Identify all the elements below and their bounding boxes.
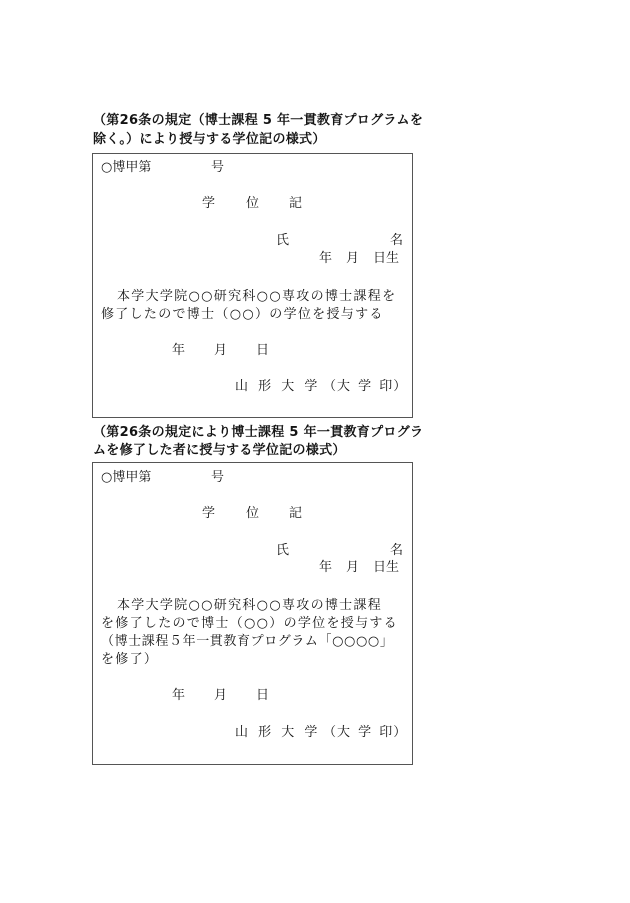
certificate-number-prefix: ○博甲第	[101, 470, 152, 485]
certificate-title-char: 位	[246, 196, 260, 211]
certificate-title-char: 学	[202, 196, 216, 211]
certificate-title-char: 記	[289, 196, 303, 211]
issuer-name: 山 形 大 学	[235, 725, 320, 740]
birth-year-label: 年	[319, 560, 333, 575]
birth-month-label: 月	[346, 251, 360, 266]
section-1-heading-line-1: （第26条の規定（博士課程 5 年一貫教育プログラムを	[93, 113, 424, 128]
certificate-box-1	[92, 153, 413, 418]
birth-day-label: 日生	[373, 560, 400, 575]
birth-year-label: 年	[319, 251, 333, 266]
certificate-title-char: 位	[246, 506, 260, 521]
birth-day-label: 日生	[373, 251, 400, 266]
date-month-label: 月	[214, 343, 228, 358]
certificate-box-2	[92, 462, 413, 765]
section-2-heading-line-1: （第26条の規定により博士課程 5 年一貫教育プログラ	[93, 425, 424, 440]
body-line: を修了したので博士（○○）の学位を授与する	[101, 616, 398, 631]
issuer-seal: （大 学 印）	[323, 379, 408, 394]
certificate-number-suffix: 号	[211, 160, 225, 175]
body-line: を修了）	[101, 652, 159, 667]
body-line: 修了したので博士（○○）の学位を授与する	[101, 307, 384, 322]
section-1-heading-line-2: 除く。）により授与する学位記の様式）	[93, 132, 326, 147]
certificate-number-prefix: ○博甲第	[101, 160, 152, 175]
date-month-label: 月	[214, 688, 228, 703]
certificate-number-suffix: 号	[211, 470, 225, 485]
birth-month-label: 月	[346, 560, 360, 575]
certificate-title-char: 学	[202, 506, 216, 521]
body-line: 本学大学院○○研究科○○専攻の博士課程を	[117, 289, 397, 304]
name-label-start: 氏	[276, 543, 290, 558]
date-year-label: 年	[172, 688, 186, 703]
name-label-end: 名	[390, 233, 404, 248]
date-year-label: 年	[172, 343, 186, 358]
body-line: （博士課程５年一貫教育プログラム「○○○○」	[101, 634, 394, 649]
date-day-label: 日	[256, 688, 270, 703]
body-line: 本学大学院○○研究科○○専攻の博士課程	[117, 598, 383, 613]
date-day-label: 日	[256, 343, 270, 358]
section-2-heading-line-2: ムを修了した者に授与する学位記の様式）	[93, 443, 346, 458]
name-label-end: 名	[390, 543, 404, 558]
certificate-title-char: 記	[289, 506, 303, 521]
issuer-seal: （大 学 印）	[323, 725, 408, 740]
name-label-start: 氏	[276, 233, 290, 248]
issuer-name: 山 形 大 学	[235, 379, 320, 394]
